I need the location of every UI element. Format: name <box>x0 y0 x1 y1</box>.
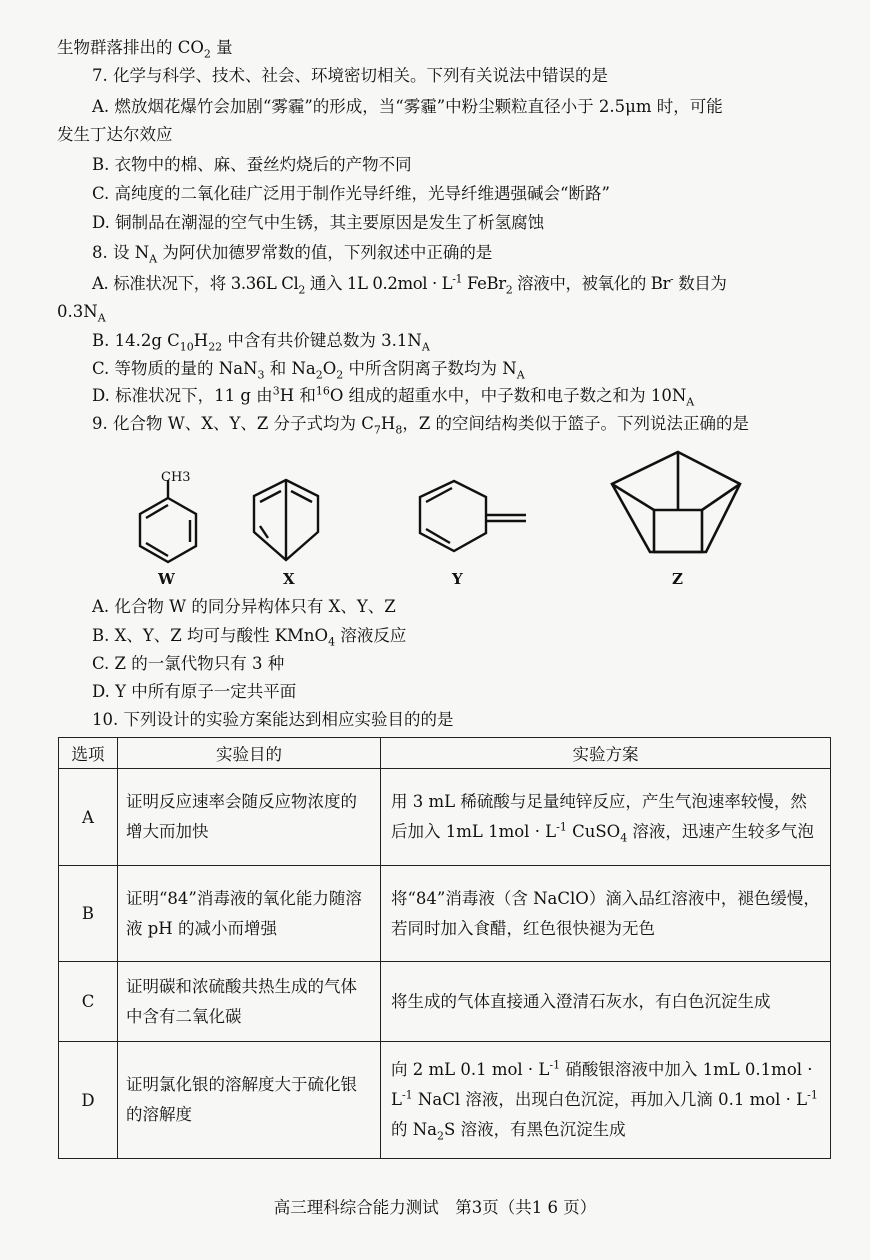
header-option: 选项 <box>59 738 118 769</box>
row-c-purpose: 证明碳和浓硫酸共热生成的气体中含有二氧化碳 <box>126 976 357 1026</box>
row-c-option: C <box>59 962 118 1042</box>
row-d-purpose: 证明氯化银的溶解度大于硫化银的溶解度 <box>126 1075 357 1124</box>
row-b-plan: 将“84”消毒液（含 NaClO）滴入品红溶液中，褪色缓慢，若同时加入食醋，红色很快褪为无色 <box>391 888 820 938</box>
row-a-plan: 用 3 mL 稀硫酸与足量纯锌反应，产生气泡速率较慢，然后加入 1mL $1mol \cdot L^{-1}$ CuSO$_4$ 溶液，迅速产生较多气泡 <box>391 792 814 845</box>
table-row <box>59 1042 831 1159</box>
q9-option-b: B. X、Y、Z 均可与酸性 KMnO$_4$ 溶液反应 <box>92 626 407 649</box>
label-y: Y <box>452 570 463 588</box>
header-plan: 实验方案 <box>381 738 831 769</box>
q8-option-c: C. 等物质的量的 NaN$_3$ 和 $Na_2O_2$ 中所含阴离子数均为 $N_A$ <box>92 359 525 382</box>
page-footer: 高三理科综合能力测试 第3页（共1 6 页） <box>273 1198 597 1217</box>
row-a-purpose: 证明反应速率会随反应物浓度的增大而加快 <box>126 792 357 841</box>
q7-option-b: B. 衣物中的棉、麻、蚕丝灼烧后的产物不同 <box>92 155 412 174</box>
q10-stem: 10. 下列设计的实验方案能达到相应实验目的的是 <box>92 710 454 729</box>
q9-option-d: D. Y 中所有原子一定共平面 <box>92 682 297 701</box>
q8-option-d: D. 标准状况下，11 g 由$^3$H 和$^{16}$O 组成的超重水中，中子数和电子数之和为 $10N_A$ <box>92 384 695 409</box>
q9-option-a: A. 化合物 W 的同分异构体只有 X、Y、Z <box>92 597 396 616</box>
q9-option-c: C. Z 的一氯代物只有 3 种 <box>92 654 285 673</box>
q8-option-a-cont: $0.3N_A$ <box>57 302 106 325</box>
ch3-label: CH3 <box>161 470 191 485</box>
row-d-plan: 向 2 mL 0.1 mol · $L^{-1}$ 硝酸银溶液中加入 1mL $0.1mol \cdot L^{-1}$ NaCl 溶液，出现白色沉淀，再加入几滴 0.1 mol · $L^{-1}$ 的 $Na_2S$ 溶液，有黑色沉淀生成 <box>391 1058 818 1143</box>
table-header-row <box>59 738 831 769</box>
structure-y-methylenecyclohexadiene <box>412 477 532 571</box>
q7-option-a: A. 燃放烟花爆竹会加剧“雾霾”的形成，当“雾霾”中粉尘颗粒直径小于 2.5μm 时，可能 <box>92 97 723 116</box>
carryover-line: 生物群落排出的 $CO_2$ 量 <box>57 38 233 61</box>
q7-stem: 7. 化学与科学、技术、社会、环境密切相关。下列有关说法中错误的是 <box>92 66 608 85</box>
header-purpose: 实验目的 <box>118 738 381 769</box>
q7-option-c: C. 高纯度的二氧化硅广泛用于制作光导纤维，光导纤维遇强碱会“断路” <box>92 184 610 203</box>
q7-option-d: D. 铜制品在潮湿的空气中生锈，其主要原因是发生了析氢腐蚀 <box>92 213 545 232</box>
q8-stem: 8. 设 $N_A$ 为阿伏加德罗常数的值，下列叙述中正确的是 <box>92 243 493 266</box>
q8-option-b: B. 14.2g $C_{10}H_{22}$ 中含有共价键总数为 $3.1N_A$ <box>92 331 430 354</box>
table-row <box>59 962 831 1042</box>
row-b-option: B <box>59 866 118 962</box>
structure-z-basketene <box>608 448 748 572</box>
q8-option-a: A. 标准状况下，将 3.36L $Cl_2$ 通入 1L $0.2mol \cdot L^{-1}$ FeBr$_2$ 溶液中，被氧化的 Br- 数目为 <box>92 272 727 297</box>
structure-x-bicyclic <box>248 476 328 570</box>
q7-option-a-cont: 发生丁达尔效应 <box>57 125 173 144</box>
experiment-table <box>58 737 831 1159</box>
row-b-purpose: 证明“84”消毒液的氧化能力随溶液 pH 的减小而增强 <box>126 888 362 938</box>
table-row <box>59 866 831 962</box>
label-x: X <box>283 570 295 588</box>
row-a-option: A <box>59 769 118 866</box>
label-w: W <box>158 570 175 588</box>
row-c-plan: 将生成的气体直接通入澄清石灰水，有白色沉淀生成 <box>391 991 771 1011</box>
label-z: Z <box>672 570 683 588</box>
q9-stem: 9. 化合物 W、X、Y、Z 分子式均为 $C_7H_8$，Z 的空间结构类似于篮子。下列说法正确的是 <box>92 414 750 437</box>
row-d-option: D <box>59 1042 118 1159</box>
table-row <box>59 769 831 866</box>
